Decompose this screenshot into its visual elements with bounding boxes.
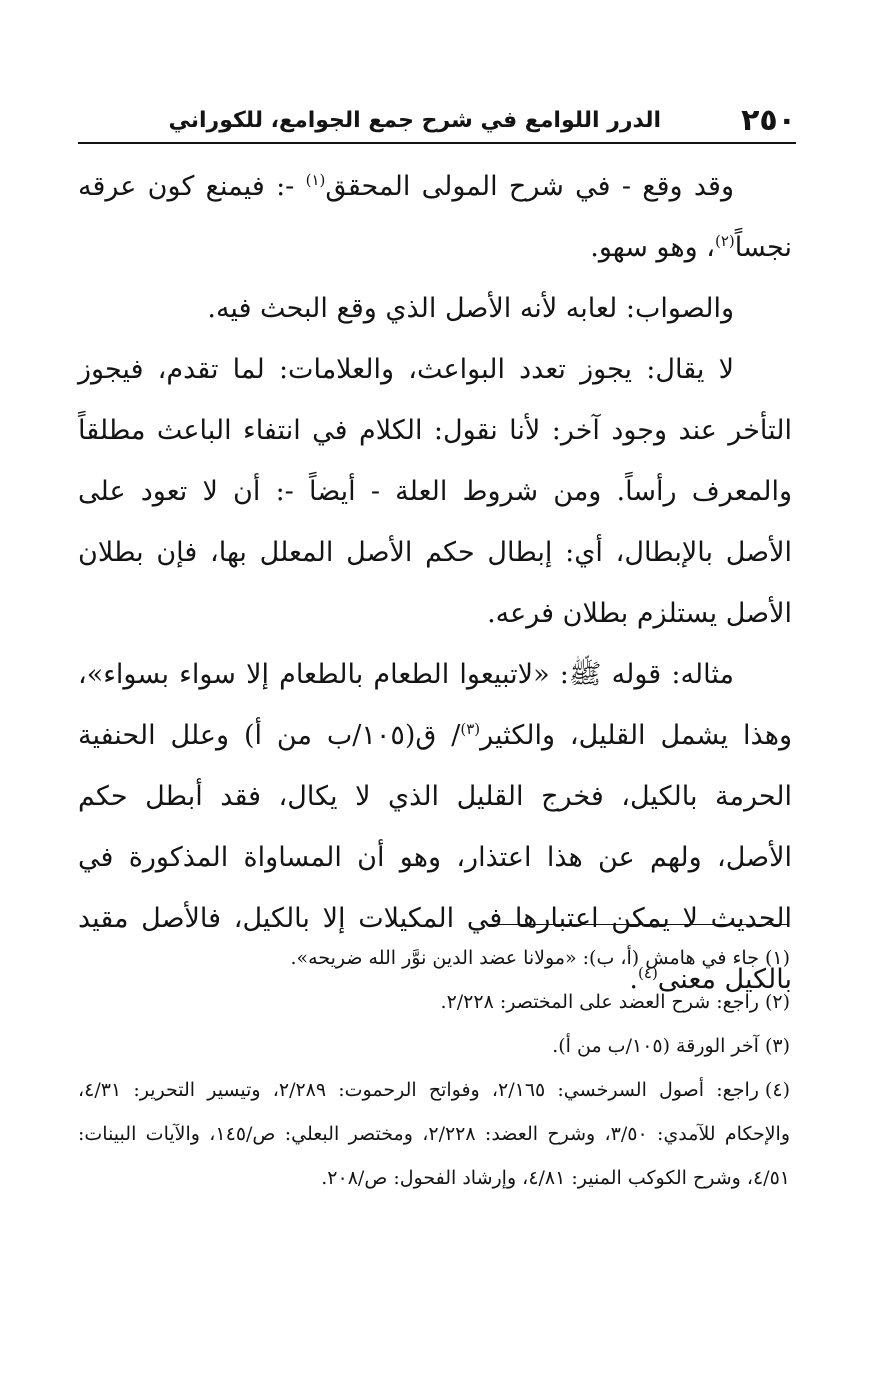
footnotes: [78, 936, 790, 1200]
page-header: [84, 100, 796, 140]
header-rule: [78, 142, 796, 144]
paragraph-1: [78, 156, 792, 278]
footnote-ref-4: (٤): [638, 964, 658, 982]
footnote-number: (٤): [764, 1079, 790, 1101]
footnote-1: [78, 936, 790, 980]
paragraph-3: لا يقال: يجوز تعدد البواعث، والعلامات: لما تقدم، فيجوز التأخر عند وجود آخر: لأنا نقول: الكلام في انتفاء الباعث مطلقاً والمعرف رأساً. ومن شروط العلة - أيضاً -: أن لا تعود على الأصل بالإبطال، أي: إبطال حكم الأصل المعلل بها، فإن بطلان الأصل يستلزم بطلان فرعه.: [78, 354, 792, 629]
footnote-2: [78, 980, 790, 1024]
running-title: الدرر اللوامع في شرح جمع الجوامع، للكوراني: [168, 107, 662, 133]
footnote-3: [78, 1024, 790, 1068]
paragraph-4-part-c: .: [629, 964, 639, 995]
footnote-number: (٢): [764, 991, 790, 1013]
paragraph-1-part-c: ، وهو سهو.: [590, 232, 715, 263]
paragraph-4-part-a: مثاله: قوله ﷺ: «لاتبيعوا الطعام بالطعام إلا سواء بسواء»، وهذا يشمل القليل، والكثير: [78, 659, 792, 751]
paragraph-4-part-b: / ق(١٠٥/ب من أ) وعلل الحنفية الحرمة بالكيل، فخرج القليل الذي لا يكال، فقد أبطل حكم الأصل، ولهم عن هذا اعتذار، وهو أن المساواة المذكورة في الحديث لا يمكن اعتبارها في المكيلات إلا بالكيل، فالأصل مقيد بالكيل معنى: [78, 720, 792, 995]
page-number: ٢٥٠: [741, 102, 796, 138]
paragraph-1-part-b: -: فيمنع كون عرقه نجساً: [78, 171, 792, 263]
paragraph-1-part-a: وقد وقع - في شرح المولى المحقق: [325, 171, 734, 202]
footnote-ref-2: (٢): [714, 232, 735, 250]
footnote-ref-3: (٣): [460, 720, 481, 738]
footnote-4: [78, 1068, 790, 1200]
footnote-text: راجع: شرح العضد على المختصر: ٢/٢٢٨.: [440, 991, 759, 1013]
footnote-ref-1: (١): [305, 171, 326, 189]
footnote-text: آخر الورقة (١٠٥/ب من أ).: [552, 1035, 759, 1057]
footnote-text: جاء في هامش (أ، ب): «مولانا عضد الدين نوَّر الله ضريحه».: [290, 947, 759, 969]
footnote-text: راجع: أصول السرخسي: ٢/١٦٥، وفواتح الرحموت: ٢/٢٨٩، وتيسير التحرير: ٤/٣١، والإحكام للآمدي: ٣/٥٠، وشرح العضد: ٢/٢٢٨، ومختصر البعلي: ص/١٤٥، والآيات البينات: ٤/٥١، وشرح الكوكب المنير: ٤/٨١، وإرشاد الفحول: ص/٢٠٨.: [78, 1079, 791, 1189]
footnote-number: (١): [764, 947, 790, 969]
main-text: [78, 156, 792, 1010]
paragraph-2: والصواب: لعابه لأنه الأصل الذي وقع البحث فيه.: [207, 293, 734, 324]
footnote-rule: [486, 924, 788, 925]
footnote-number: (٣): [764, 1035, 790, 1057]
